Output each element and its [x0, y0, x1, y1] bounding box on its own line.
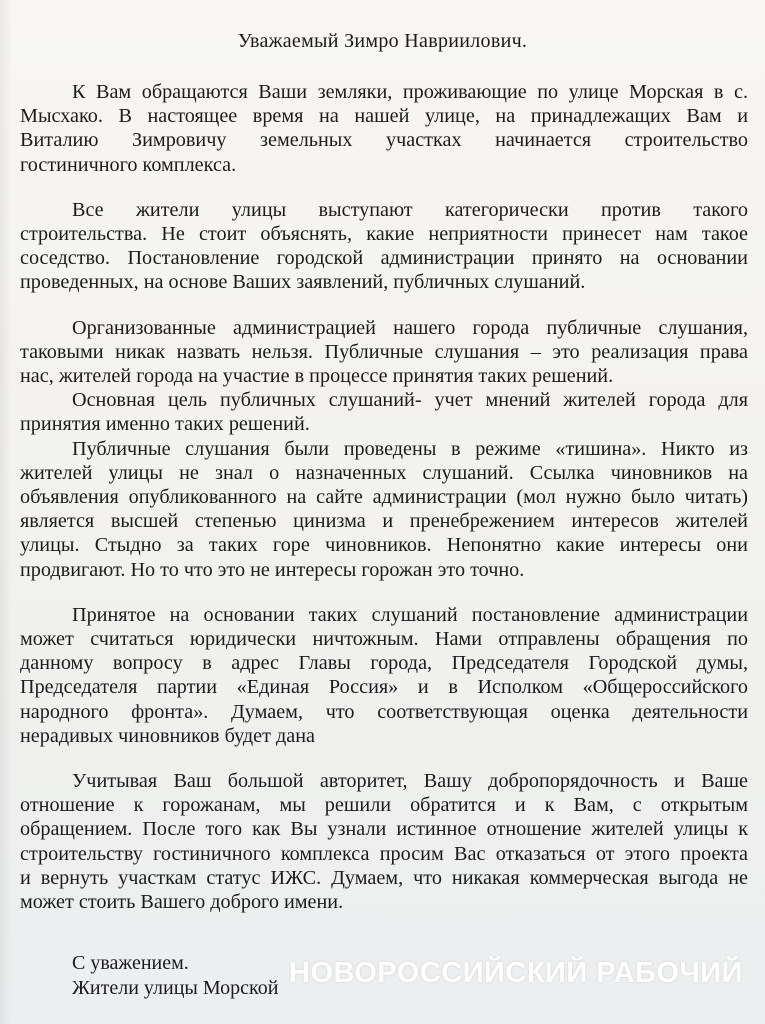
letter-greeting: Уважаемый Зимро Навриилович. — [237, 30, 528, 52]
text-line: объявления опубликованного на сайте администрации (мол нужно было читать) — [20, 486, 748, 509]
text-line: обращением. После того как Вы узнали истинное отношение жителей улицы к — [20, 818, 748, 841]
text-line: Мысхако. В настоящее время на нашей улице, на принадлежащих Вам и — [20, 105, 748, 128]
text-line: нас, жителей города на участие в процессе принятия таких решений. — [20, 365, 614, 388]
text-line: данному вопросу в адрес Главы города, Председателя Городской думы, — [20, 652, 748, 675]
text-line: соседство. Постановление городской администрации принято на основании — [20, 247, 748, 270]
text-line: нерадивых чиновников будет дана — [20, 724, 315, 747]
paragraph-1 — [20, 80, 748, 177]
text-line: Виталию Зимровичу земельных участках начинается строительство — [20, 129, 748, 152]
text-line: отношение к горожанам, мы решили обратится и к Вам, с открытым — [20, 794, 748, 817]
text-line: Принятое на основании таких слушаний постановление администрации — [72, 603, 748, 626]
text-line: строительства. Не стоит объяснять, какие неприятности принесет нам такое — [20, 223, 748, 246]
paragraph-2 — [20, 198, 748, 295]
text-line: Учитывая Ваш большой авторитет, Вашу добропорядочность и Ваше — [72, 770, 748, 793]
letter-closing — [72, 951, 278, 1001]
text-line: Публичные слушания были проведены в режиме «тишина». Никто из — [72, 437, 748, 460]
paragraph-6 — [20, 603, 748, 748]
publisher-watermark: НОВОРОССИЙСКИЙ РАБОЧИЙ — [289, 957, 743, 989]
text-line: принятия именно таких решений. — [20, 413, 310, 436]
paragraph-7 — [20, 769, 748, 914]
letter-body — [20, 80, 748, 935]
text-line: улицы. Стыдно за таких горе чиновников. Непонятно какие интересы они — [20, 534, 748, 557]
text-line: проведенных, на основе Ваших заявлений, публичных слушаний. — [20, 271, 586, 294]
paragraph-3 — [20, 316, 748, 389]
closing-salutation: С уважением. — [72, 952, 189, 974]
text-line: Председателя партии «Единая Россия» и в Исполком «Общероссийского — [20, 676, 748, 699]
text-line: Организованные администрацией нашего города публичные слушания, — [72, 316, 748, 339]
text-line: народного фронта». Думаем, что соответствующая оценка деятельности — [20, 700, 748, 723]
text-line: может стоить Вашего доброго имени. — [20, 891, 344, 914]
text-line: продвигают. Но то что это не интересы горожан это точно. — [20, 558, 525, 581]
closing-signature: Жители улицы Морской — [72, 977, 279, 999]
text-line: строительству гостиничного комплекса просим Вас отказаться от этого проекта — [20, 842, 748, 865]
text-line: может считаться юридически ничтожным. Нами отправлены обращения по — [20, 628, 748, 651]
page-edge-shadow — [0, 0, 12, 1024]
text-line: жителей улицы не знал о назначенных слушаний. Ссылка чиновников на — [20, 461, 748, 484]
text-line: К Вам обращаются Ваши земляки, проживающие по улице Морская в с. — [72, 81, 748, 103]
text-line: Основная цель публичных слушаний- учет мнений жителей города для — [72, 389, 748, 412]
text-line: гостиничного комплекса. — [20, 153, 237, 176]
paragraph-4 — [20, 388, 748, 436]
paragraph-5 — [20, 437, 748, 582]
text-line: и вернуть участкам статус ИЖС. Думаем, что никакая коммерческая выгода не — [20, 866, 748, 889]
text-line: Все жители улицы выступают категорически против такого — [72, 198, 748, 221]
text-line: таковыми никак назвать нельзя. Публичные слушания – это реализация права — [20, 340, 748, 363]
text-line: является высшей степенью цинизма и пренебрежением интересов жителей — [20, 510, 748, 533]
